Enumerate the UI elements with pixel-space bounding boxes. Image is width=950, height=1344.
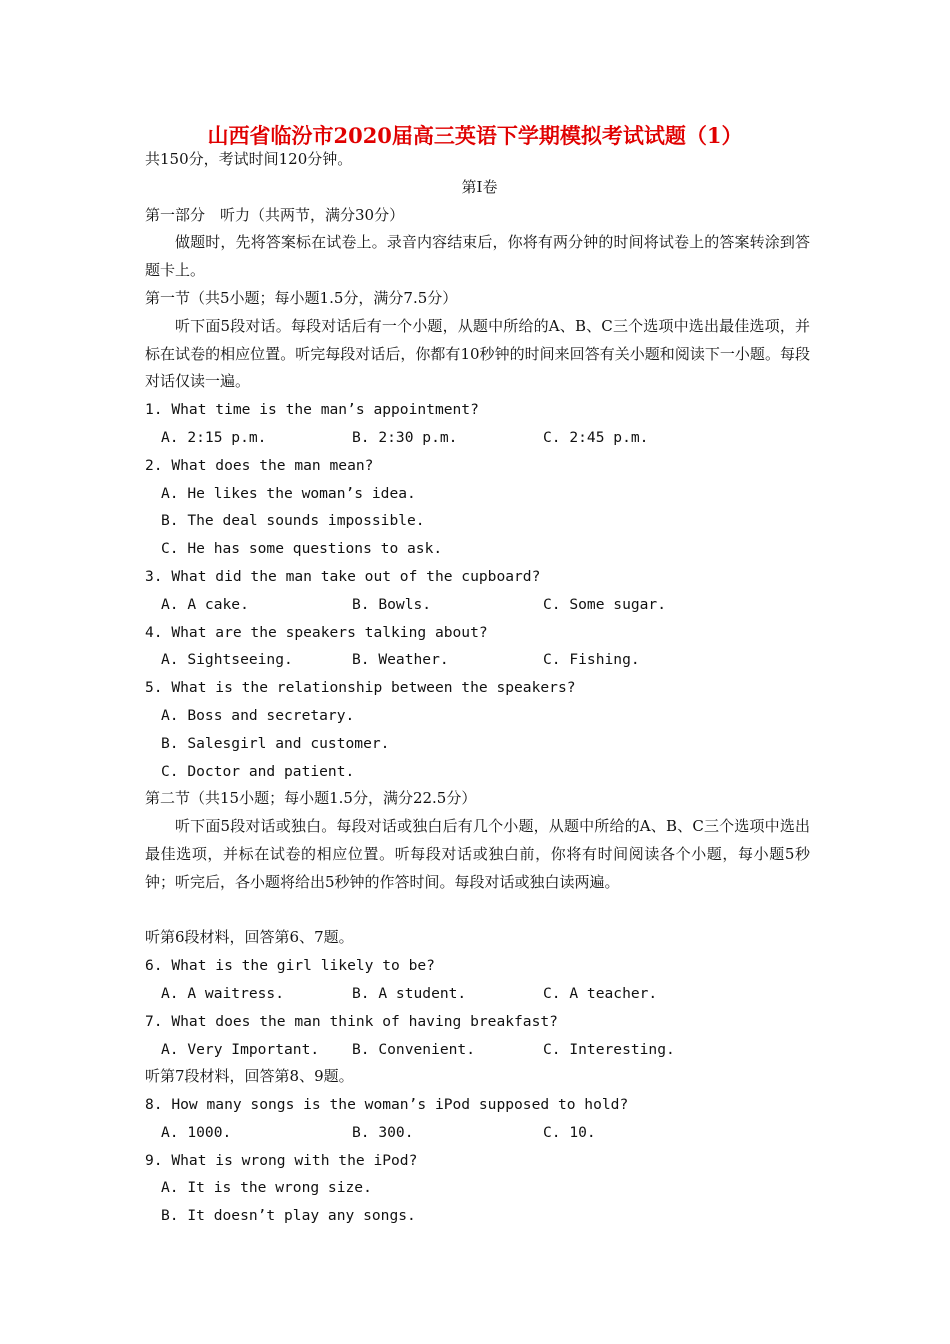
question-8-option-c: C. 10. [543,1123,596,1141]
question-7-option-b: B. Convenient. [352,1040,476,1058]
question-9-option-a: A. It is the wrong size. [161,1179,372,1197]
section2-instruction: 听下面5段对话或独白。每段对话或独白后有几个小题，从题中所给的A、B、C三个选项中选出最佳选项，并标在试卷的相应位置。听每段对话或独白前，你将有时间阅读各个小题，每小题5秒钟；听完后，各小题将给出5秒钟的作答时间。每段对话或独白读两遍。 [145,817,810,891]
question-1: 1. What time is the man’s appointment? [145,401,479,419]
question-4-option-a: A. Sightseeing. [161,651,293,669]
question-4-option-b: B. Weather. [352,651,449,669]
document-title: 山西省临汾市2020届高三英语下学期模拟考试试题（1） [207,123,743,148]
question-6-option-c: C. A teacher. [543,984,658,1002]
question-1-option-a: A. 2:15 p.m. [161,428,267,446]
question-6-options [145,980,810,1008]
question-3-option-a: A. A cake. [161,595,249,613]
question-7: 7. What does the man think of having breakfast? [145,1012,558,1030]
question-1-option-b: B. 2:30 p.m. [352,428,458,446]
question-5-option-a: A. Boss and secretary. [161,706,355,724]
question-3: 3. What did the man take out of the cupboard? [145,567,541,585]
question-2: 2. What does the man mean? [145,456,374,474]
volume-heading: 第Ⅰ卷 [461,177,498,196]
question-7-options [145,1036,810,1064]
question-5-option-c: C. Doctor and patient. [161,762,355,780]
question-6: 6. What is the girl likely to be? [145,957,435,975]
question-9: 9. What is wrong with the iPod? [145,1151,418,1169]
question-7-option-a: A. Very Important. [161,1040,320,1058]
question-1-option-c: C. 2:45 p.m. [543,428,649,446]
question-5: 5. What is the relationship between the speakers? [145,679,576,697]
question-3-option-c: C. Some sugar. [543,595,667,613]
question-3-option-b: B. Bowls. [352,595,432,613]
question-1-options [145,424,810,452]
question-6-option-b: B. A student. [352,984,467,1002]
question-8-option-b: B. 300. [352,1123,414,1141]
question-8: 8. How many songs is the woman’s iPod supposed to hold? [145,1096,629,1114]
question-2-option-c: C. He has some questions to ask. [161,540,443,558]
question-5-option-b: B. Salesgirl and customer. [161,734,390,752]
question-4: 4. What are the speakers talking about? [145,623,488,641]
question-3-options [145,591,810,619]
question-8-option-a: A. 1000. [161,1123,232,1141]
document-body [145,146,810,1230]
part1-instruction: 做题时，先将答案标在试卷上。录音内容结束后，你将有两分钟的时间将试卷上的答案转涂到答题卡上。 [145,233,810,280]
section1-heading: 第一节（共5小题；每小题1.5分，满分7.5分） [145,288,458,307]
section2-heading: 第二节（共15小题；每小题1.5分，满分22.5分） [145,789,477,808]
question-9-option-b: B. It doesn’t play any songs. [161,1207,416,1225]
section1-instruction: 听下面5段对话。每段对话后有一个小题，从题中所给的A、B、C三个选项中选出最佳选项，并标在试卷的相应位置。听完每段对话后，你都有10秒钟的时间来回答有关小题和阅读下一小题。每段对话仅读一遍。 [145,316,810,391]
question-4-options [145,646,810,674]
question-6-option-a: A. A waitress. [161,984,285,1002]
question-4-option-c: C. Fishing. [543,651,640,669]
part1-heading: 第一部分 听力（共两节，满分30分） [145,205,405,224]
question-2-option-a: A. He likes the woman’s idea. [161,484,416,502]
question-7-option-c: C. Interesting. [543,1040,675,1058]
question-8-options [145,1119,810,1147]
material-7-heading: 听第7段材料，回答第8、9题。 [145,1067,354,1086]
question-2-option-b: B. The deal sounds impossible. [161,512,425,530]
material-6-heading: 听第6段材料，回答第6、7题。 [145,928,354,947]
exam-intro: 共150分，考试时间120分钟。 [145,150,353,168]
